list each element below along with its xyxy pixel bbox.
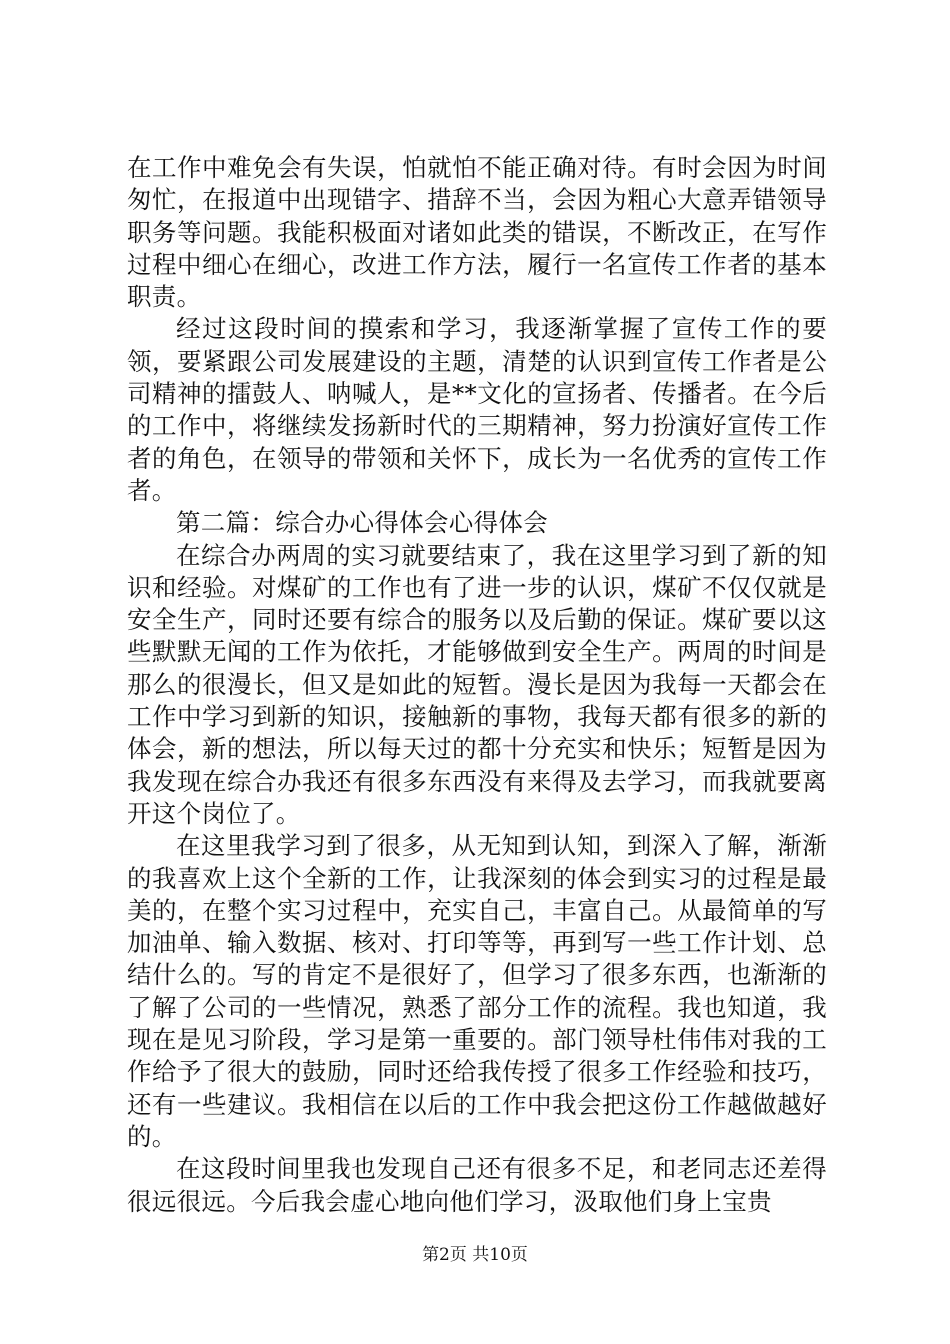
section-heading: 第二篇：综合办心得体会心得体会 [176,508,548,538]
paragraph: 在综合办两周的实习就要结束了，我在这里学习到了新的知识和经验。对煤矿的工作也有了进一步的认识，煤矿不仅仅就是安全生产，同时还要有综合的服务以及后勤的保证。煤矿要以这些默默无闻的工作为依托，才能够做到安全生产。两周的时间是那么的很漫长，但又是如此的短暂。漫长是因为我每一天都会在工作中学习到新的知识，接触新的事物，我每天都有很多的新的体会，新的想法，所以每天过的都十分充实和快乐；短暂是因为我发现在综合办我还有很多东西没有来得及去学习，而我就要离开这个岗位了。 [127,540,827,828]
page-number-footer: 第2页 共10页 [422,1245,528,1265]
document-body [127,152,827,1218]
paragraph: 在这段时间里我也发现自己还有很多不足，和老同志还差得很远很远。今后我会虚心地向他们学习，汲取他们身上宝贵 [127,1154,827,1216]
paragraph: 经过这段时间的摸索和学习，我逐渐掌握了宣传工作的要领，要紧跟公司发展建设的主题，清楚的认识到宣传工作者是公司精神的擂鼓人、呐喊人，是**文化的宣扬者、传播者。在今后的工作中，将继续发扬新时代的三期精神，努力扮演好宣传工作者的角色，在领导的带领和关怀下，成长为一名优秀的宣传工作者。 [127,314,827,505]
paragraph-continuation: 在工作中难免会有失误，怕就怕不能正确对待。有时会因为时间匆忙，在报道中出现错字、措辞不当，会因为粗心大意弄错领导职务等问题。我能积极面对诸如此类的错误，不断改正，在写作过程中细心在细心，改进工作方法，履行一名宣传工作者的基本职责。 [127,153,827,312]
paragraph: 在这里我学习到了很多，从无知到认知，到深入了解，渐渐的我喜欢上这个全新的工作，让我深刻的体会到实习的过程是最美的，在整个实习过程中，充实自己，丰富自己。从最简单的写加油单、输入数据、核对、打印等等，再到写一些工作计划、总结什么的。写的肯定不是很好了，但学习了很多东西，也渐渐的了解了公司的一些情况，熟悉了部分工作的流程。我也知道，我现在是见习阶段，学习是第一重要的。部门领导杜伟伟对我的工作给予了很大的鼓励，同时还给我传授了很多工作经验和技巧，还有一些建议。我相信在以后的工作中我会把这份工作越做越好的。 [127,831,827,1151]
